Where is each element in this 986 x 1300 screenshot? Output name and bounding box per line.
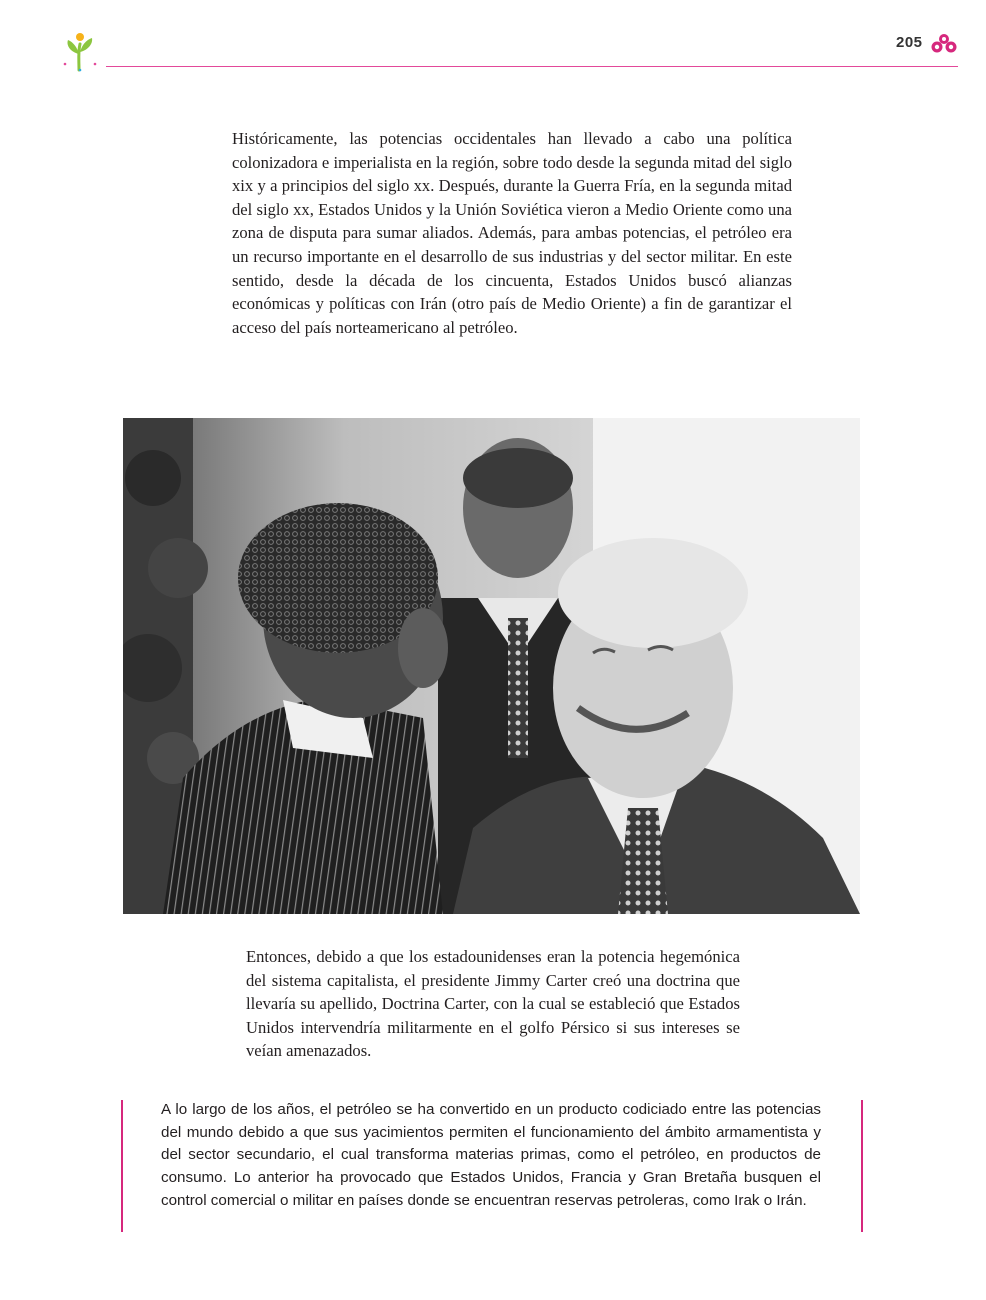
sidebar-note [121,1100,863,1232]
body-paragraph-1: Históricamente, las potencias occidentales han llevado a cabo una política colonizadora e imperialista en la región, sobre todo desde la segunda mitad del siglo xix y a principios del siglo xx. Después, durante la Guerra Fría, en la segunda mitad del siglo xx, Estados Unidos y la Unión Soviética vieron a Medio Oriente como una zona de disputa para sumar aliados. Además, para ambas potencias, el petróleo era un recurso importante en el desarrollo de sus industrias y del sector militar. En este sentido, desde la década de los cincuenta, Estados Unidos buscó alianzas económicas y políticas con Irán (otro país de Medio Oriente) a fin de garantizar el acceso del país norteamericano al petróleo. [232,129,792,337]
historical-photograph [123,418,860,914]
leaf-figure-icon [58,30,102,72]
sidebar-right-border [861,1100,863,1232]
body-paragraph-2: Entonces, debido a que los estadounidenses eran la potencia hegemónica del sistema capitalista, el presidente Jimmy Carter creó una doctrina que llevaría su apellido, Doctrina Carter, con la cual se estableció que Estados Unidos intervendría militarmente en el golfo Pérsico si sus intereses se veían amenazados. [246,947,740,1061]
sidebar-text: A lo largo de los años, el petróleo se ha convertido en un producto codiciado entre las potencias del mundo debido a que sus yacimientos permiten el funcionamiento del ámbito armamentista y del sector secundario, el cual transforma materias primas, como el petróleo, en productos de consumo. Lo anterior ha provocado que Estados Unidos, Francia y Gran Bretaña busquen el control comercial o militar en países donde se encuentran reservas petroleras, como Irak o Irán. [161,1101,821,1209]
header-rule [106,66,958,67]
flower-icon [930,33,958,55]
page-number: 205 [896,34,923,51]
sidebar-left-border [121,1100,123,1232]
